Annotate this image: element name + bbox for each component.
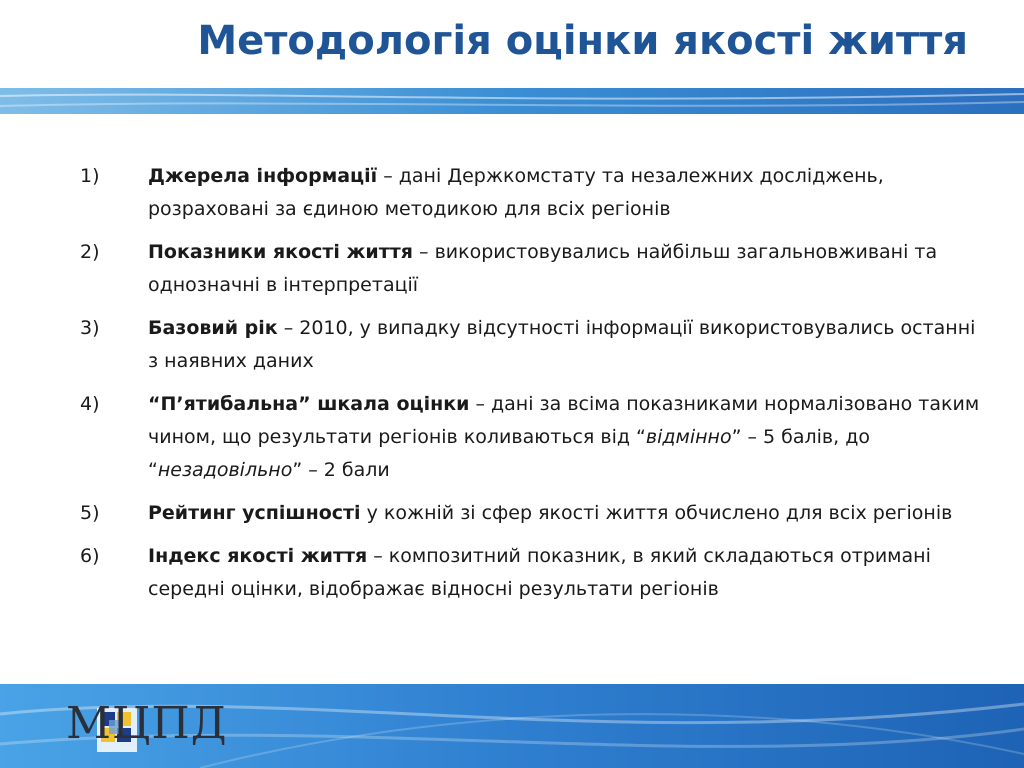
list-item xyxy=(80,160,985,226)
item-text xyxy=(148,540,985,606)
page-title: Методологія оцінки якості життя xyxy=(197,18,968,64)
item-rest: – 2010, у випадку відсутності інформації використовувались останні з наявних даних xyxy=(148,317,976,372)
list-item xyxy=(80,540,985,606)
item-lead: Рейтинг успішності xyxy=(148,502,361,524)
item-rest: ” – 2 бали xyxy=(292,459,390,481)
list-item xyxy=(80,388,985,487)
item-number: 5) xyxy=(80,502,100,524)
item-text xyxy=(148,160,985,226)
item-rest: – дані Держкомстату та незалежних досліджень, розраховані за єдиною методикою для всіх регіонів xyxy=(148,165,884,220)
item-lead: Показники якості життя xyxy=(148,241,413,263)
item-rest: – використовувались найбільш загальновживані та однозначні в інтерпретації xyxy=(148,241,938,296)
item-number: 2) xyxy=(80,241,100,263)
item-italic: незадовільно xyxy=(157,459,293,481)
item-rest: у кожній зі сфер якості життя обчислено для всіх регіонів xyxy=(360,502,953,524)
header-band xyxy=(0,88,1024,114)
item-rest: – композитний показник, в який складаються отримані середні оцінки, відображає відносні результати регіонів xyxy=(148,545,931,600)
methodology-list xyxy=(80,160,985,616)
item-number: 6) xyxy=(80,545,100,567)
item-text xyxy=(148,236,985,302)
item-italic: відмінно xyxy=(645,426,732,448)
item-text xyxy=(148,497,985,530)
item-lead: “П’ятибальна” шкала оцінки xyxy=(148,393,470,415)
list-item xyxy=(80,497,985,530)
logo-text: МЦПД xyxy=(66,698,228,749)
item-text xyxy=(148,388,985,487)
item-lead: Базовий рік xyxy=(148,317,278,339)
item-number: 4) xyxy=(80,393,100,415)
item-text xyxy=(148,312,985,378)
item-lead: Індекс якості життя xyxy=(148,545,368,567)
item-lead: Джерела інформації xyxy=(148,165,378,187)
list-item xyxy=(80,236,985,302)
item-number: 1) xyxy=(80,165,100,187)
item-rest: ” – 5 балів, до “ xyxy=(148,426,870,481)
list-item xyxy=(80,312,985,378)
item-number: 3) xyxy=(80,317,100,339)
item-rest: – дані за всіма показниками нормалізовано таким чином, що результати регіонів коливаються від “ xyxy=(148,393,980,448)
